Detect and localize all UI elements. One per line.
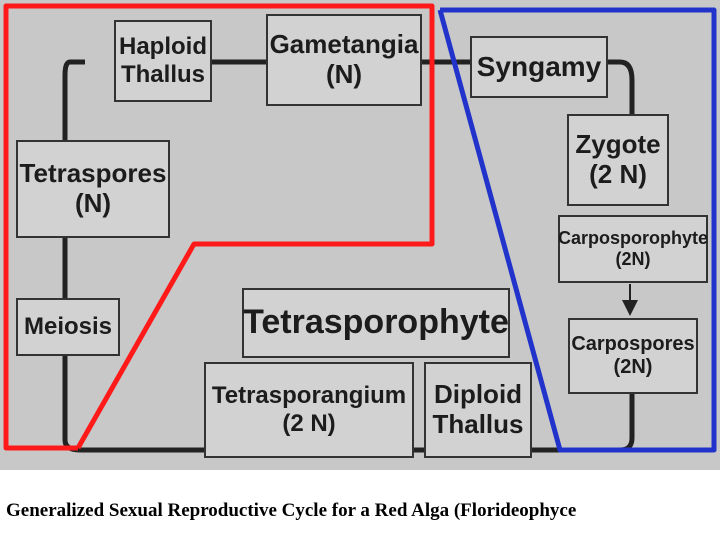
diploid-thallus-label-2: Thallus [432, 409, 524, 439]
tetrasporophyte-label: Tetrasporophyte [243, 303, 509, 342]
zygote-label: Zygote [575, 129, 661, 160]
gametangia-box [266, 14, 422, 106]
tetraspores-label: Tetraspores [19, 158, 167, 189]
carpospores-label: Carpospores [571, 333, 695, 355]
zygote-ploidy: (2 N) [589, 159, 647, 189]
tetrasporangium-ploidy: (2 N) [282, 410, 336, 437]
syngamy-label: Syngamy [476, 50, 602, 82]
tetraspores-box [16, 140, 170, 238]
haploid-thallus-label: Haploid [119, 33, 207, 61]
meiosis-box [16, 298, 120, 356]
diploid-thallus-label: Diploid [433, 379, 523, 410]
tetraspores-ploidy: (N) [74, 188, 112, 218]
tetrasporangium-box [204, 362, 414, 458]
carposporophyte-ploidy: (2N) [615, 249, 651, 269]
tetrasporangium-label: Tetrasporangium [211, 382, 407, 410]
figure-caption: Generalized Sexual Reproductive Cycle for a Red Alga (Florideophyce [6, 500, 577, 521]
syngamy-box [470, 36, 608, 98]
zygote-box [567, 114, 669, 206]
haploid-thallus-label-2: Thallus [120, 61, 205, 88]
carposporophyte-box [558, 215, 708, 283]
carpospores-ploidy: (2N) [613, 356, 653, 378]
carposporophyte-label: Carposporophyte [558, 228, 709, 249]
haploid-thallus-box [114, 20, 212, 102]
carpospores-box [568, 318, 698, 394]
tetrasporophyte-box [242, 288, 510, 358]
meiosis-label: Meiosis [23, 313, 113, 341]
gametangia-ploidy: (N) [325, 59, 363, 89]
diploid-thallus-box [424, 362, 532, 458]
gametangia-label: Gametangia [269, 29, 419, 60]
